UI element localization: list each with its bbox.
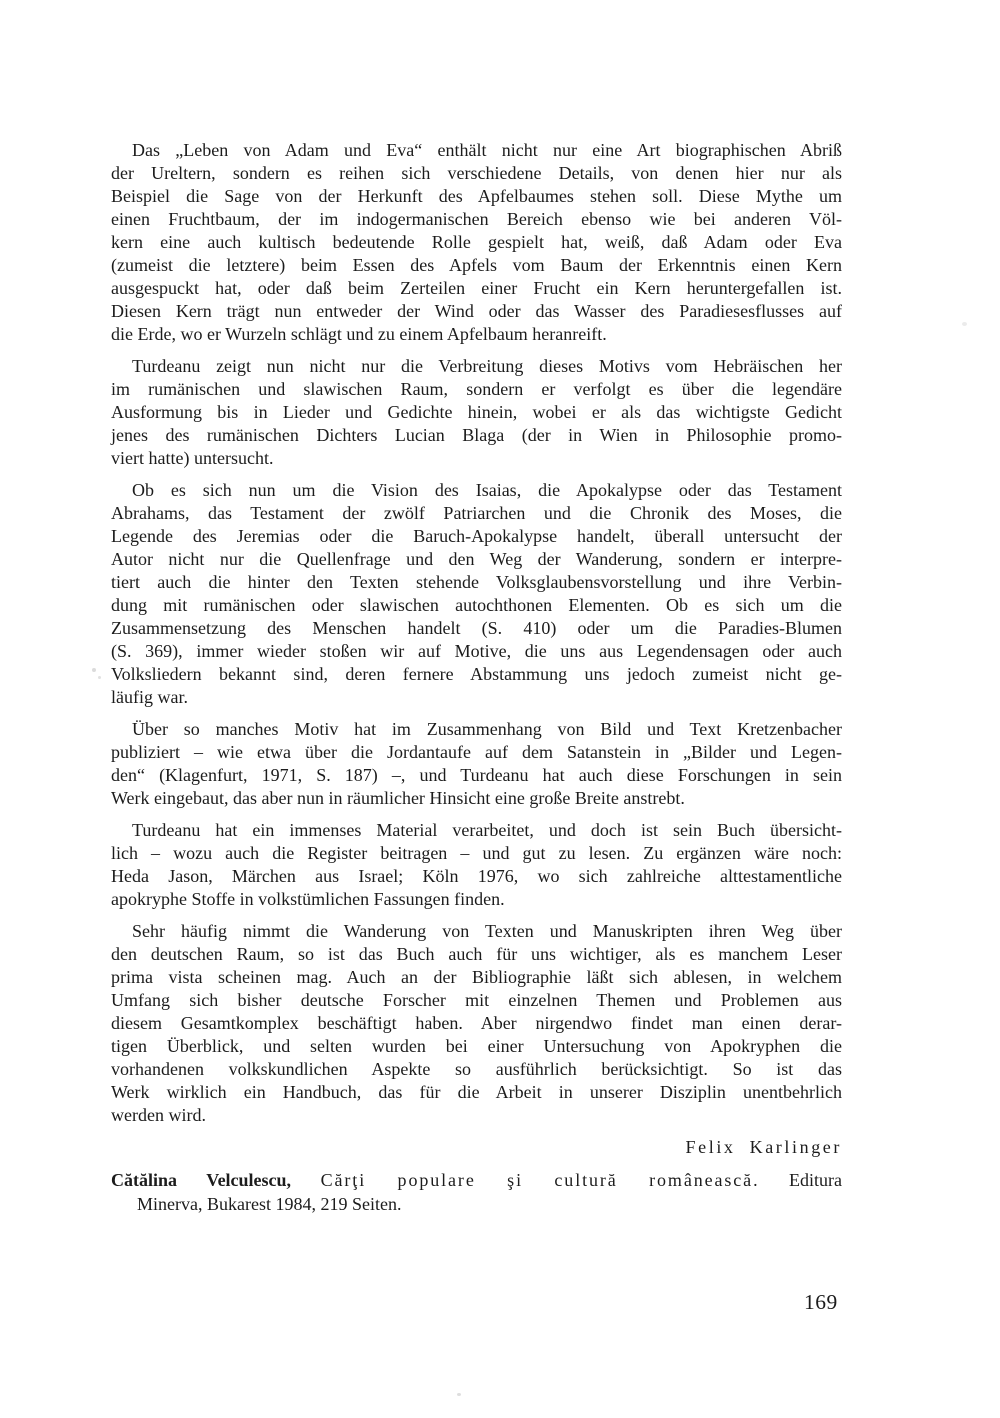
text-line: viert hatte) untersucht.	[111, 448, 274, 468]
scan-artifact-speck	[92, 668, 96, 672]
text-line: Zusammensetzung des Menschen handelt (S. 410) oder um die Paradies-Blumen	[111, 618, 842, 638]
text-line: jenes des rumänischen Dichters Lucian Blaga (der in Wien in Philosophie promo-	[111, 425, 842, 445]
text-line: Werk wirklich ein Handbuch, das für die Arbeit in unserer Disziplin unentbehrlich	[111, 1082, 842, 1102]
text-line: diesem Gesamtkomplex beschäftigt haben. Aber nirgendwo findet man einen derar-	[111, 1013, 842, 1033]
text-line: ausgespuckt hat, oder daß beim Zerteilen einer Frucht ein Kern heruntergefallen ist.	[111, 278, 842, 298]
text-line: Über so manches Motiv hat im Zusammenhang von Bild und Text Kretzenbacher	[132, 719, 842, 739]
text-line: Sehr häufig nimmt die Wanderung von Texten und Manuskripten ihren Weg über	[132, 921, 842, 941]
text-line: Das „Leben von Adam und Eva“ enthält nicht nur eine Art biographischen Abriß	[132, 140, 842, 160]
text-line: läufig war.	[111, 687, 188, 707]
text-line: kern eine auch kultisch bedeutende Rolle gespielt hat, weiß, daß Adam oder Eva	[111, 232, 842, 252]
text-line: (zumeist die letztere) beim Essen des Apfels vom Baum der Erkenntnis einen Kern	[111, 255, 842, 275]
paragraph-kretzenbacher	[111, 718, 842, 810]
text-line: (S. 369), immer wieder stoßen wir auf Motive, die uns aus Legendensagen oder auch	[111, 641, 842, 661]
text-line: Volksliedern bekannt sind, deren fernere Abstammung uns jedoch zumeist nicht ge-	[111, 664, 842, 684]
text-line: tigen Überblick, und selten wurden bei einer Untersuchung von Apokryphen die	[111, 1036, 842, 1056]
text-line: prima vista scheinen mag. Auch an der Bibliographie läßt sich ablesen, in welchem	[111, 967, 842, 987]
bibliography-line-1	[111, 1168, 842, 1192]
paragraph-adam-eva	[111, 139, 842, 346]
text-line: der Ureltern, sondern es reihen sich verschiedene Details, von denen hier nur als	[111, 163, 842, 183]
bibliography-publisher: Editura	[789, 1170, 843, 1190]
text-line: den deutschen Raum, so ist das Buch auch für uns wichtiger, als es manchem Leser	[111, 944, 842, 964]
text-line: publiziert – wie etwa über die Jordantaufe auf dem Satanstein in „Bilder und Legen-	[111, 742, 842, 762]
review-text-block	[111, 139, 842, 1216]
bibliography-author: Cătălina Velculescu,	[111, 1170, 292, 1190]
bibliography-entry	[111, 1168, 842, 1216]
text-line: Diesen Kern trägt nun entweder der Wind oder das Wasser des Paradiesesflusses auf	[111, 301, 842, 321]
paragraph-turdeanu-motiv	[111, 355, 842, 470]
scan-artifact-speck	[98, 676, 101, 679]
bibliography-title: Cărţi populare şi cultură românească.	[320, 1170, 760, 1190]
text-line: Abrahams, das Testament der zwölf Patriarchen und die Chronik des Moses, die	[111, 503, 842, 523]
text-line: lich – wozu auch die Register beitragen – und gut zu lesen. Zu ergänzen wäre noch:	[111, 843, 842, 863]
text-line: Legende des Jeremias oder die Baruch-Apokalypse handelt, überall untersucht der	[111, 526, 842, 546]
text-line: Ob es sich nun um die Vision des Isaias, die Apokalypse oder das Testament	[132, 480, 842, 500]
text-line: tiert auch die hinter den Texten stehende Volksglaubensvorstellung und ihre Verbin-	[111, 572, 842, 592]
text-line: Werk eingebaut, das aber nun in räumlicher Hinsicht eine große Breite anstrebt.	[111, 788, 685, 808]
text-line: werden wird.	[111, 1105, 206, 1125]
text-line: den“ (Klagenfurt, 1971, S. 187) –, und Turdeanu hat auch diese Forschungen in sein	[111, 765, 842, 785]
reviewer-signature: Felix Karlinger	[685, 1137, 842, 1157]
paragraph-apokryphen	[111, 479, 842, 709]
bibliography-line-2: Minerva, Bukarest 1984, 219 Seiten.	[137, 1194, 402, 1214]
text-line: Heda Jason, Märchen aus Israel; Köln 1976, wo sich zahlreiche alttestamentliche	[111, 866, 842, 886]
text-line: die Erde, wo er Wurzeln schlägt und zu einem Apfelbaum heranreift.	[111, 324, 607, 344]
text-line: Turdeanu zeigt nun nicht nur die Verbreitung dieses Motivs vom Hebräischen her	[132, 356, 842, 376]
text-line: im rumänischen und slawischen Raum, sondern er verfolgt es über die legendäre	[111, 379, 842, 399]
paragraph-wanderung	[111, 920, 842, 1127]
text-line: Umfang sich bisher deutsche Forscher mit einzelnen Themen und Problemen aus	[111, 990, 842, 1010]
text-line: Turdeanu hat ein immenses Material verarbeitet, und doch ist sein Buch übersicht-	[132, 820, 842, 840]
text-line: dung mit rumänischen oder slawischen autochthonen Elementen. Ob es sich um die	[111, 595, 842, 615]
text-line: apokryphe Stoffe in volkstümlichen Fassungen finden.	[111, 889, 505, 909]
text-line: einen Fruchtbaum, der im indogermanischen Bereich ebenso wie bei anderen Völ-	[111, 209, 842, 229]
text-line: vorhandenen volkskundlichen Aspekte so ausführlich berücksichtigt. So ist das	[111, 1059, 842, 1079]
text-line: Ausformung bis in Lieder und Gedichte hinein, wobei er als das wichtigste Gedicht	[111, 402, 842, 422]
text-line: Autor nicht nur die Quellenfrage und den Weg der Wanderung, sondern er interpre-	[111, 549, 842, 569]
text-line: Beispiel die Sage von der Herkunft des Apfelbaumes stehen soll. Diese Mythe um	[111, 186, 842, 206]
paragraph-material	[111, 819, 842, 911]
scan-artifact-speck	[962, 322, 967, 326]
page-number: 169	[804, 1290, 838, 1314]
scan-artifact-speck	[457, 1393, 461, 1396]
